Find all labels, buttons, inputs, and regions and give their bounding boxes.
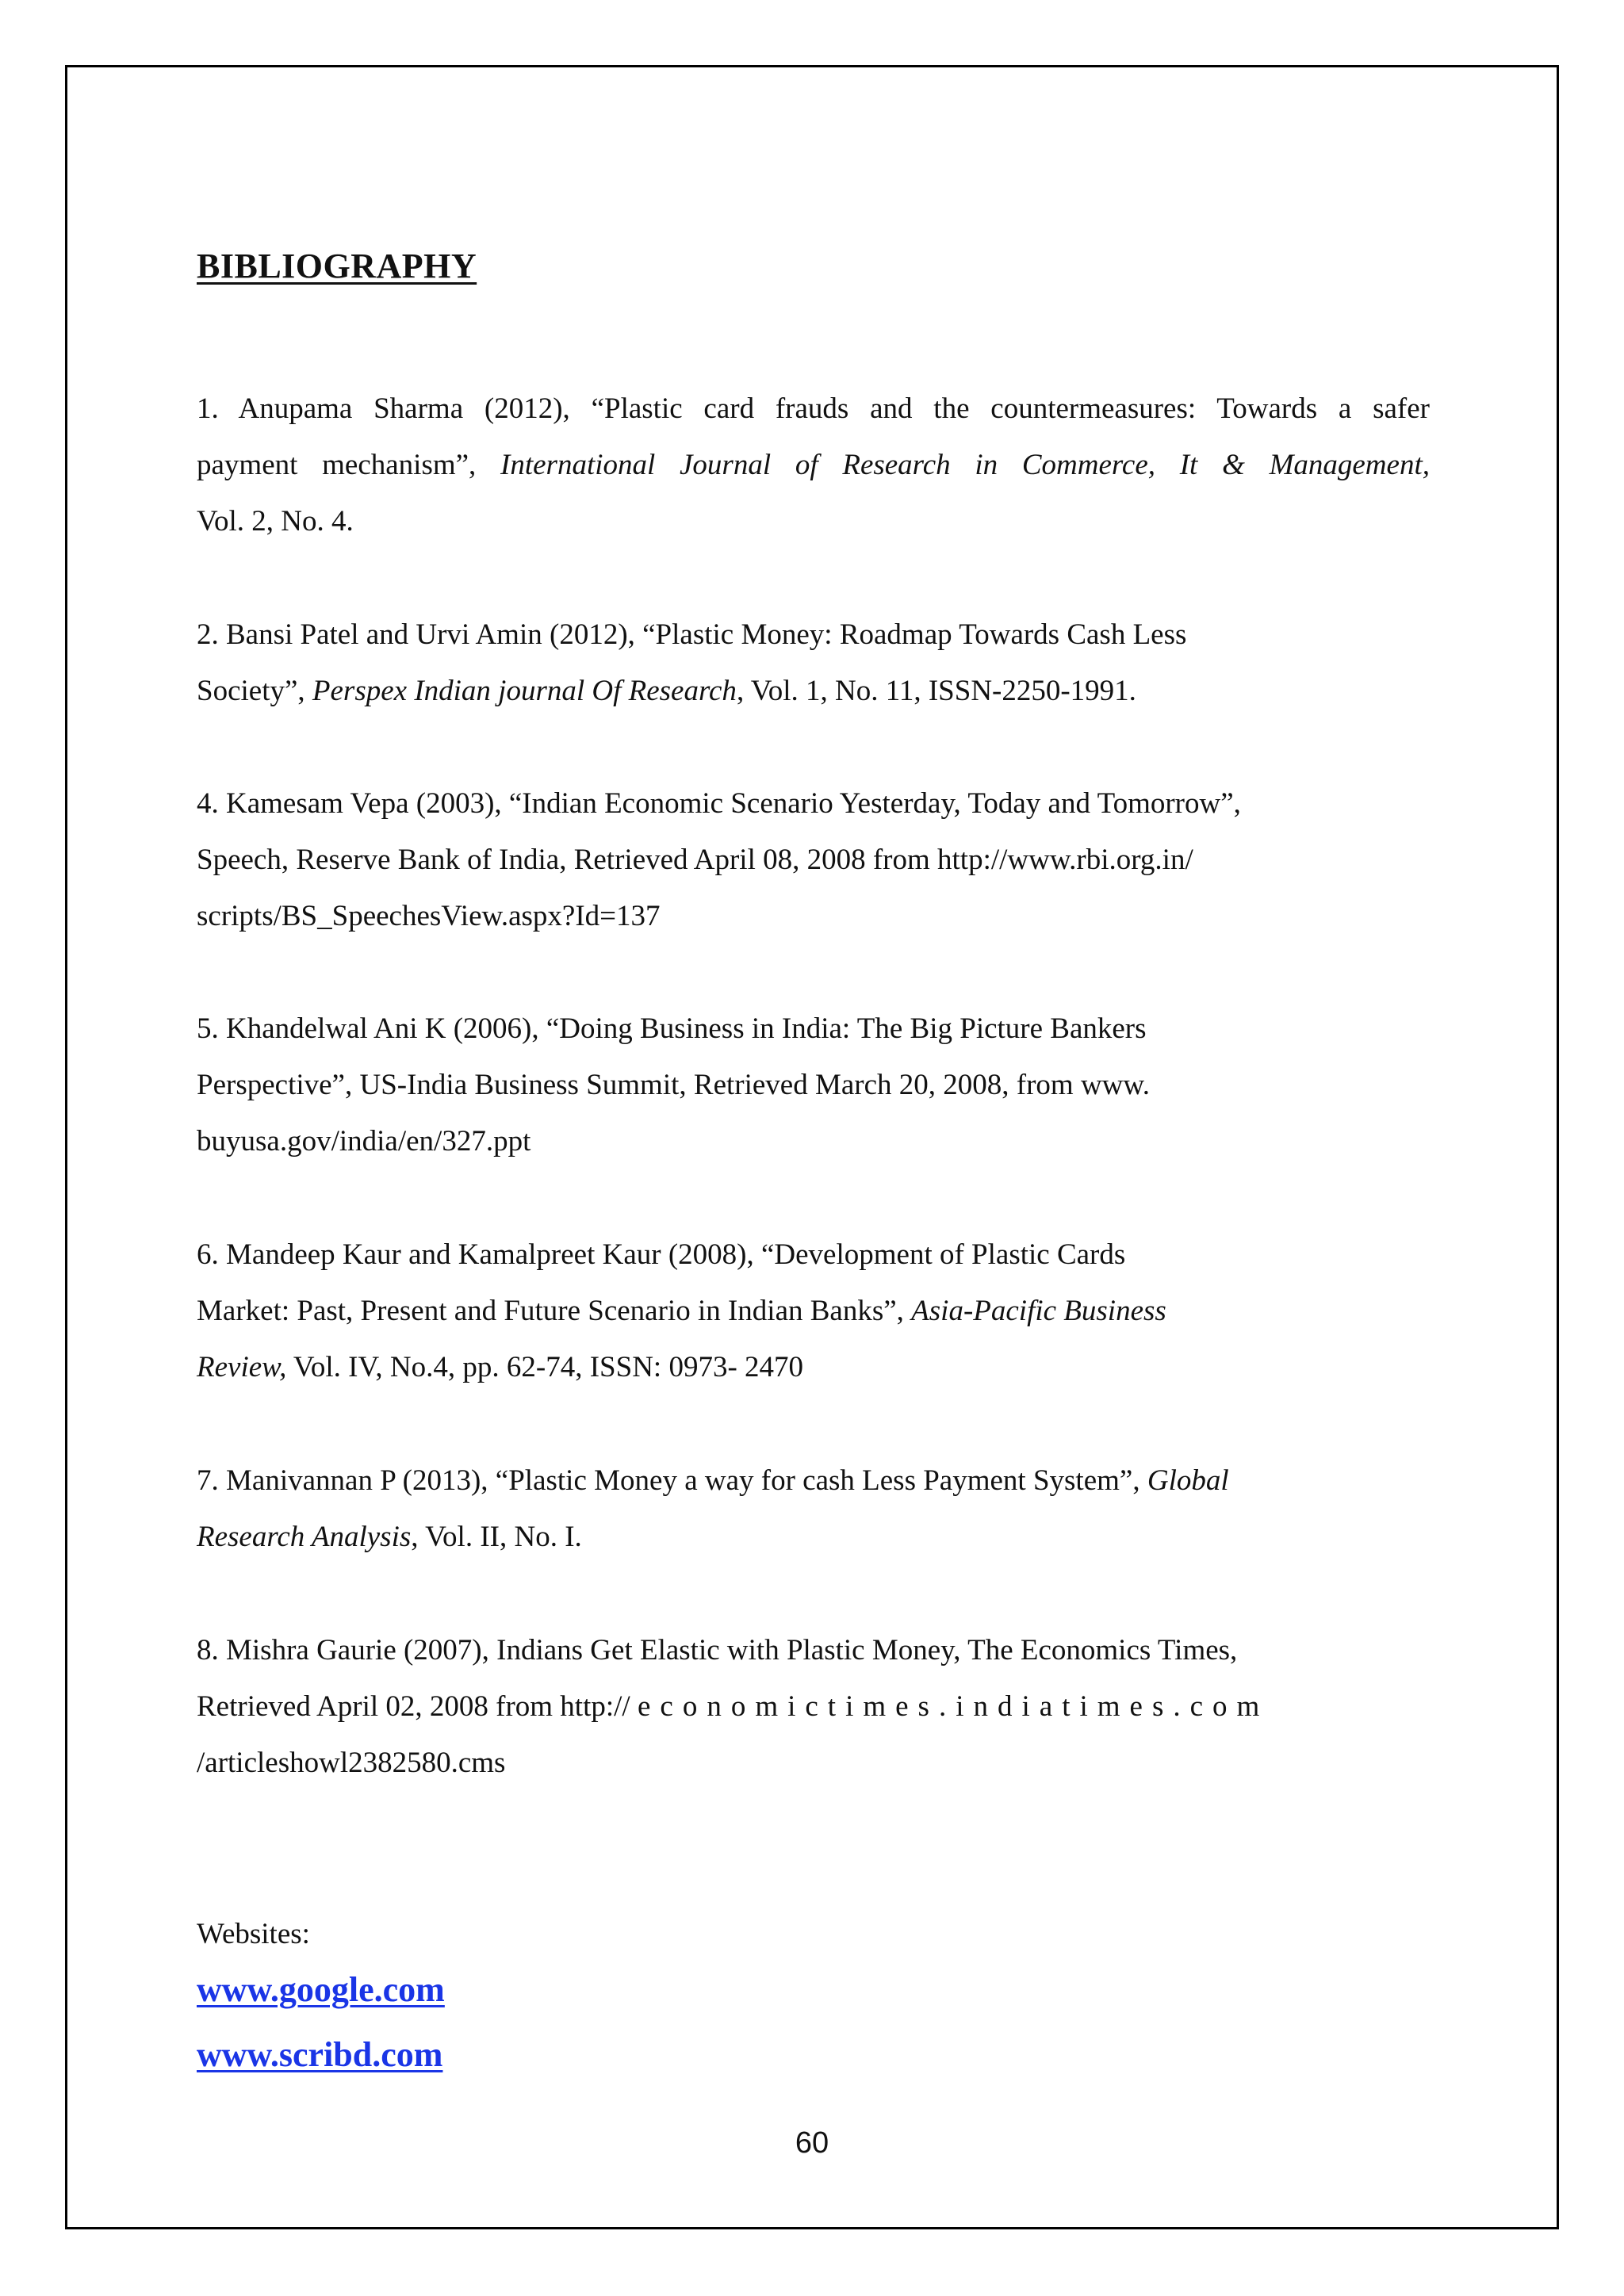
entry-1-journal: International Journal of Research in Commerce, It & Management, <box>500 449 1430 481</box>
entry-7-journal: Global <box>1147 1464 1229 1497</box>
bibliography-entry-5 <box>197 1001 1430 1169</box>
bibliography-entry-7 <box>197 1452 1430 1565</box>
bibliography-entry-2 <box>197 607 1430 719</box>
entry-5-line-3: buyusa.gov/india/en/327.ppt <box>197 1125 531 1158</box>
page-content <box>197 246 1430 354</box>
entry-2-journal: Perspex Indian journal Of Research <box>312 675 737 707</box>
entry-8-line-1: 8. Mishra Gaurie (2007), Indians Get Elastic with Plastic Money, The Economics Times, <box>197 1634 1238 1667</box>
entry-4-line-2: Speech, Reserve Bank of India, Retrieved April 08, 2008 from http://www.rbi.org.in/ <box>197 844 1193 876</box>
page-number: 60 <box>795 2126 829 2160</box>
entry-1-text: payment mechanism”, <box>197 449 501 481</box>
entry-6-line-2 <box>197 1283 1430 1339</box>
entry-6-journal: Asia-Pacific Business <box>911 1295 1166 1327</box>
entry-8-line-3: /articleshowl2382580.cms <box>197 1747 506 1779</box>
entry-2-details: , Vol. 1, No. 11, ISSN-2250-1991. <box>736 675 1136 707</box>
websites-label: Websites: <box>197 1918 310 1950</box>
entry-7-line-1 <box>197 1452 1430 1509</box>
entry-2-text: Society”, <box>197 675 312 707</box>
entry-7-line-2 <box>197 1509 1430 1565</box>
bibliography-entry-8 <box>197 1622 1430 1791</box>
entry-4-line-3: scripts/BS_SpeechesView.aspx?Id=137 <box>197 900 661 932</box>
entry-8-url: economictimes.indiatimes.com <box>637 1690 1270 1723</box>
page-title: BIBLIOGRAPHY <box>197 247 477 285</box>
entry-5-line-2: Perspective”, US-India Business Summit, Retrieved March 20, 2008, from www. <box>197 1069 1150 1101</box>
entry-6-line-1: 6. Mandeep Kaur and Kamalpreet Kaur (2008), “Development of Plastic Cards <box>197 1238 1126 1271</box>
entry-6-text: Market: Past, Present and Future Scenario in Indian Banks”, <box>197 1295 912 1327</box>
entry-2-line-2 <box>197 663 1430 719</box>
entry-7-details: , Vol. II, No. I. <box>411 1521 582 1553</box>
entry-7-text: 7. Manivannan P (2013), “Plastic Money a way for cash Less Payment System”, <box>197 1464 1147 1497</box>
website-link-scribd[interactable]: www.scribd.com <box>197 2035 443 2074</box>
bibliography-entry-1 <box>197 381 1430 549</box>
entry-1-line-1: 1. Anupama Sharma (2012), “Plastic card frauds and the countermeasures: Towards a safer <box>197 392 1430 425</box>
entry-5-line-1: 5. Khandelwal Ani K (2006), “Doing Business in India: The Big Picture Bankers <box>197 1012 1147 1045</box>
entry-4-line-1: 4. Kamesam Vepa (2003), “Indian Economic Scenario Yesterday, Today and Tomorrow”, <box>197 787 1241 820</box>
website-link-google[interactable]: www.google.com <box>197 1970 445 2009</box>
entry-6-line-3 <box>197 1339 1430 1395</box>
entry-1-line-3: Vol. 2, No. 4. <box>197 505 354 538</box>
entry-6-details: Vol. IV, No.4, pp. 62-74, ISSN: 0973- 2470 <box>286 1351 804 1383</box>
entry-8-line-2 <box>197 1678 1430 1735</box>
bibliography-entry-6 <box>197 1226 1430 1395</box>
bibliography-entry-4 <box>197 775 1430 944</box>
entry-1-line-2 <box>197 437 1430 493</box>
entry-2-line-1: 2. Bansi Patel and Urvi Amin (2012), “Plastic Money: Roadmap Towards Cash Less <box>197 618 1187 651</box>
entry-7-journal-cont: Research Analysis <box>197 1521 412 1553</box>
entry-6-journal-cont: Review, <box>197 1351 287 1383</box>
entry-8-text: Retrieved April 02, 2008 from http:// <box>197 1690 638 1723</box>
